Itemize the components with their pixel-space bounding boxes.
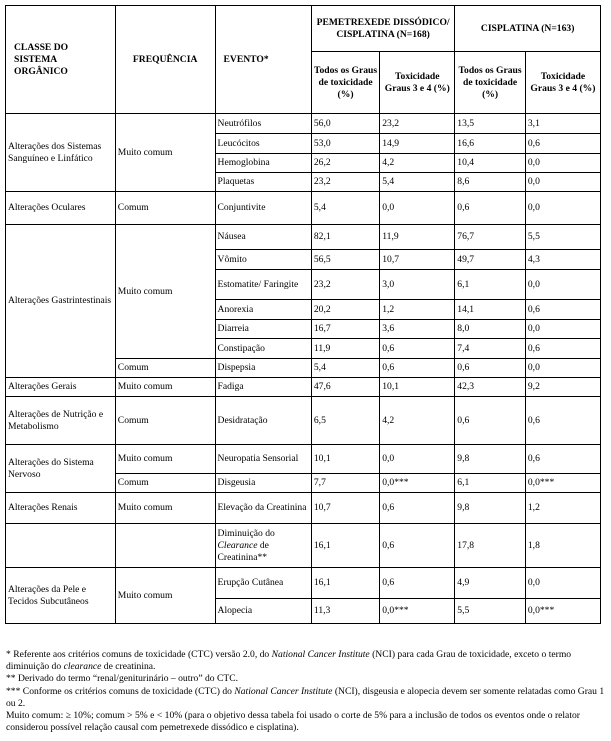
event-cell: Desidratação	[215, 397, 311, 445]
value-cell: 10,1	[311, 445, 379, 474]
value-cell: 4,9	[455, 568, 526, 599]
class-cell: Alterações dos Sistemas Sanguíneo e Linfático	[6, 114, 116, 192]
value-cell: 4,2	[380, 154, 455, 173]
frequency-cell: Comum	[115, 474, 215, 493]
header-pemetrexed-group: PEMETREXEDE DISSÓDICO/ CISPLATINA (N=168)	[311, 6, 454, 52]
value-cell: 5,5	[455, 599, 526, 624]
footnote-3: *** Conforme os critérios comuns de toxicidade (CTC) do National Cancer Institute (NCI), disgeusia e alopecia devem ser somente relatadas como Grau 1 ou 2.	[6, 685, 605, 709]
frequency-cell: Muito comum	[115, 225, 215, 359]
value-cell: 5,4	[311, 192, 379, 225]
value-cell: 0,6	[525, 300, 600, 320]
value-cell: 23,2	[311, 173, 379, 192]
footnotes	[6, 649, 606, 734]
value-cell: 9,8	[455, 445, 526, 474]
value-cell: 5,5	[525, 225, 600, 250]
footnote-4: Muito comum: ≥ 10%; comum > 5% e < 10% (para o objetivo dessa tabela foi usado o corte de 5% para a inclusão de todos os eventos onde o relator considerou possível relação causal com pemetrexede dissódico e cisplatina).	[6, 710, 580, 734]
value-cell: 0,6	[380, 524, 455, 568]
value-cell: 16,7	[311, 320, 379, 339]
event-cell: Elevação da Creatinina	[215, 493, 311, 524]
value-cell: 17,8	[455, 524, 526, 568]
header-cis-grade-3-4: Toxicidade Graus 3 e 4 (%)	[525, 52, 600, 114]
value-cell: 5,4	[311, 359, 379, 378]
value-cell: 0,6	[455, 397, 526, 445]
value-cell: 0,6	[455, 359, 526, 378]
class-cell: Alterações de Nutrição e Metabolismo	[6, 397, 116, 445]
event-cell: Anorexia	[215, 300, 311, 320]
value-cell: 0,0	[525, 320, 600, 339]
event-cell: Vômito	[215, 250, 311, 270]
event-cell: Estomatite/ Faringite	[215, 270, 311, 300]
header-pem-grade-3-4: Toxicidade Graus 3 e 4 (%)	[380, 52, 455, 114]
frequency-cell-empty	[115, 524, 215, 568]
value-cell: 3,1	[525, 114, 600, 134]
class-cell-empty	[6, 524, 116, 568]
value-cell: 82,1	[311, 225, 379, 250]
value-cell: 11,9	[380, 225, 455, 250]
event-cell: Náusea	[215, 225, 311, 250]
value-cell: 20,2	[311, 300, 379, 320]
header-cis-all-grades: Todos os Graus de toxicidade (%)	[455, 52, 526, 114]
event-cell: Plaquetas	[215, 173, 311, 192]
frequency-cell: Muito comum	[115, 114, 215, 192]
value-cell: 11,9	[311, 339, 379, 359]
value-cell: 1,2	[380, 300, 455, 320]
value-cell: 0,0	[525, 568, 600, 599]
value-cell: 0,0	[525, 270, 600, 300]
header-frequency: FREQUÊNCIA	[115, 6, 215, 114]
class-cell: Alterações da Pele e Tecidos Subcutâneos	[6, 568, 116, 624]
value-cell: 26,2	[311, 154, 379, 173]
event-cell: Conjuntivite	[215, 192, 311, 225]
class-cell: Alterações Gerais	[6, 378, 116, 397]
value-cell: 14,9	[380, 134, 455, 154]
event-cell: Diarreia	[215, 320, 311, 339]
header-event: EVENTO*	[215, 6, 311, 114]
value-cell: 0,6	[525, 397, 600, 445]
value-cell: 8,0	[455, 320, 526, 339]
event-cell: Hemoglobina	[215, 154, 311, 173]
value-cell: 6,1	[455, 474, 526, 493]
frequency-cell: Muito comum	[115, 568, 215, 624]
footnote-2: ** Derivado do termo “renal/geniturinário – outro” do CTC.	[6, 673, 239, 685]
value-cell: 53,0	[311, 134, 379, 154]
value-cell: 0,0***	[525, 599, 600, 624]
value-cell: 10,4	[455, 154, 526, 173]
value-cell: 0,6	[525, 339, 600, 359]
value-cell: 13,5	[455, 114, 526, 134]
value-cell: 0,6	[380, 568, 455, 599]
value-cell: 5,4	[380, 173, 455, 192]
value-cell: 1,8	[525, 524, 600, 568]
event-cell: Constipação	[215, 339, 311, 359]
value-cell: 76,7	[455, 225, 526, 250]
event-cell: Erupção Cutânea	[215, 568, 311, 599]
class-cell: Alterações Renais	[6, 493, 116, 524]
adverse-events-table	[5, 5, 601, 624]
event-cell: Fadiga	[215, 378, 311, 397]
value-cell: 0,0***	[380, 599, 455, 624]
value-cell: 4,3	[525, 250, 600, 270]
event-cell: Disgeusia	[215, 474, 311, 493]
value-cell: 16,1	[311, 524, 379, 568]
value-cell: 7,7	[311, 474, 379, 493]
value-cell: 9,2	[525, 378, 600, 397]
value-cell: 1,2	[525, 493, 600, 524]
frequency-cell: Muito comum	[115, 378, 215, 397]
value-cell: 0,0	[380, 192, 455, 225]
value-cell: 49,7	[455, 250, 526, 270]
frequency-cell: Muito comum	[115, 445, 215, 474]
value-cell: 14,1	[455, 300, 526, 320]
value-cell: 0,0	[525, 154, 600, 173]
value-cell: 10,1	[380, 378, 455, 397]
value-cell: 3,0	[380, 270, 455, 300]
event-cell: Alopecia	[215, 599, 311, 624]
value-cell: 0,6	[455, 192, 526, 225]
class-cell: Alterações do Sistema Nervoso	[6, 445, 116, 493]
event-cell: Neutrófilos	[215, 114, 311, 134]
value-cell: 10,7	[311, 493, 379, 524]
value-cell: 11,3	[311, 599, 379, 624]
value-cell: 0,0	[525, 359, 600, 378]
value-cell: 0,6	[380, 359, 455, 378]
value-cell: 9,8	[455, 493, 526, 524]
value-cell: 23,2	[380, 114, 455, 134]
event-cell: Dispepsia	[215, 359, 311, 378]
event-cell: Diminuição do Clearance de Creatinina**	[215, 524, 311, 568]
value-cell: 0,6	[525, 445, 600, 474]
frequency-cell: Muito comum	[115, 493, 215, 524]
value-cell: 0,0***	[525, 474, 600, 493]
value-cell: 16,6	[455, 134, 526, 154]
value-cell: 56,5	[311, 250, 379, 270]
event-cell: Leucócitos	[215, 134, 311, 154]
class-cell: Alterações Gastrintestinais	[6, 225, 116, 378]
value-cell: 8,6	[455, 173, 526, 192]
value-cell: 0,0***	[380, 474, 455, 493]
value-cell: 0,0	[525, 173, 600, 192]
value-cell: 23,2	[311, 270, 379, 300]
value-cell: 0,0	[525, 192, 600, 225]
value-cell: 6,5	[311, 397, 379, 445]
value-cell: 0,6	[525, 134, 600, 154]
frequency-cell: Comum	[115, 192, 215, 225]
event-cell: Neuropatia Sensorial	[215, 445, 311, 474]
value-cell: 7,4	[455, 339, 526, 359]
value-cell: 6,1	[455, 270, 526, 300]
value-cell: 56,0	[311, 114, 379, 134]
class-cell: Alterações Oculares	[6, 192, 116, 225]
frequency-cell: Comum	[115, 359, 215, 378]
value-cell: 42,3	[455, 378, 526, 397]
value-cell: 16,1	[311, 568, 379, 599]
value-cell: 3,6	[380, 320, 455, 339]
footnote-1: * Referente aos critérios comuns de toxicidade (CTC) versão 2.0, do National Cancer Institute (NCI) para cada Grau de toxicidade, exceto o termo diminuição do clearance de creatinina.	[6, 649, 572, 673]
value-cell: 10,7	[380, 250, 455, 270]
header-cisplatin-group: CISPLATINA (N=163)	[455, 6, 601, 52]
value-cell: 4,2	[380, 397, 455, 445]
value-cell: 0,0	[380, 445, 455, 474]
frequency-cell: Comum	[115, 397, 215, 445]
value-cell: 0,6	[380, 493, 455, 524]
header-class: CLASSE DO SISTEMA ORGÂNICO	[6, 6, 116, 114]
value-cell: 47,6	[311, 378, 379, 397]
header-pem-all-grades: Todos os Graus de toxicidade (%)	[311, 52, 379, 114]
value-cell: 0,6	[380, 339, 455, 359]
